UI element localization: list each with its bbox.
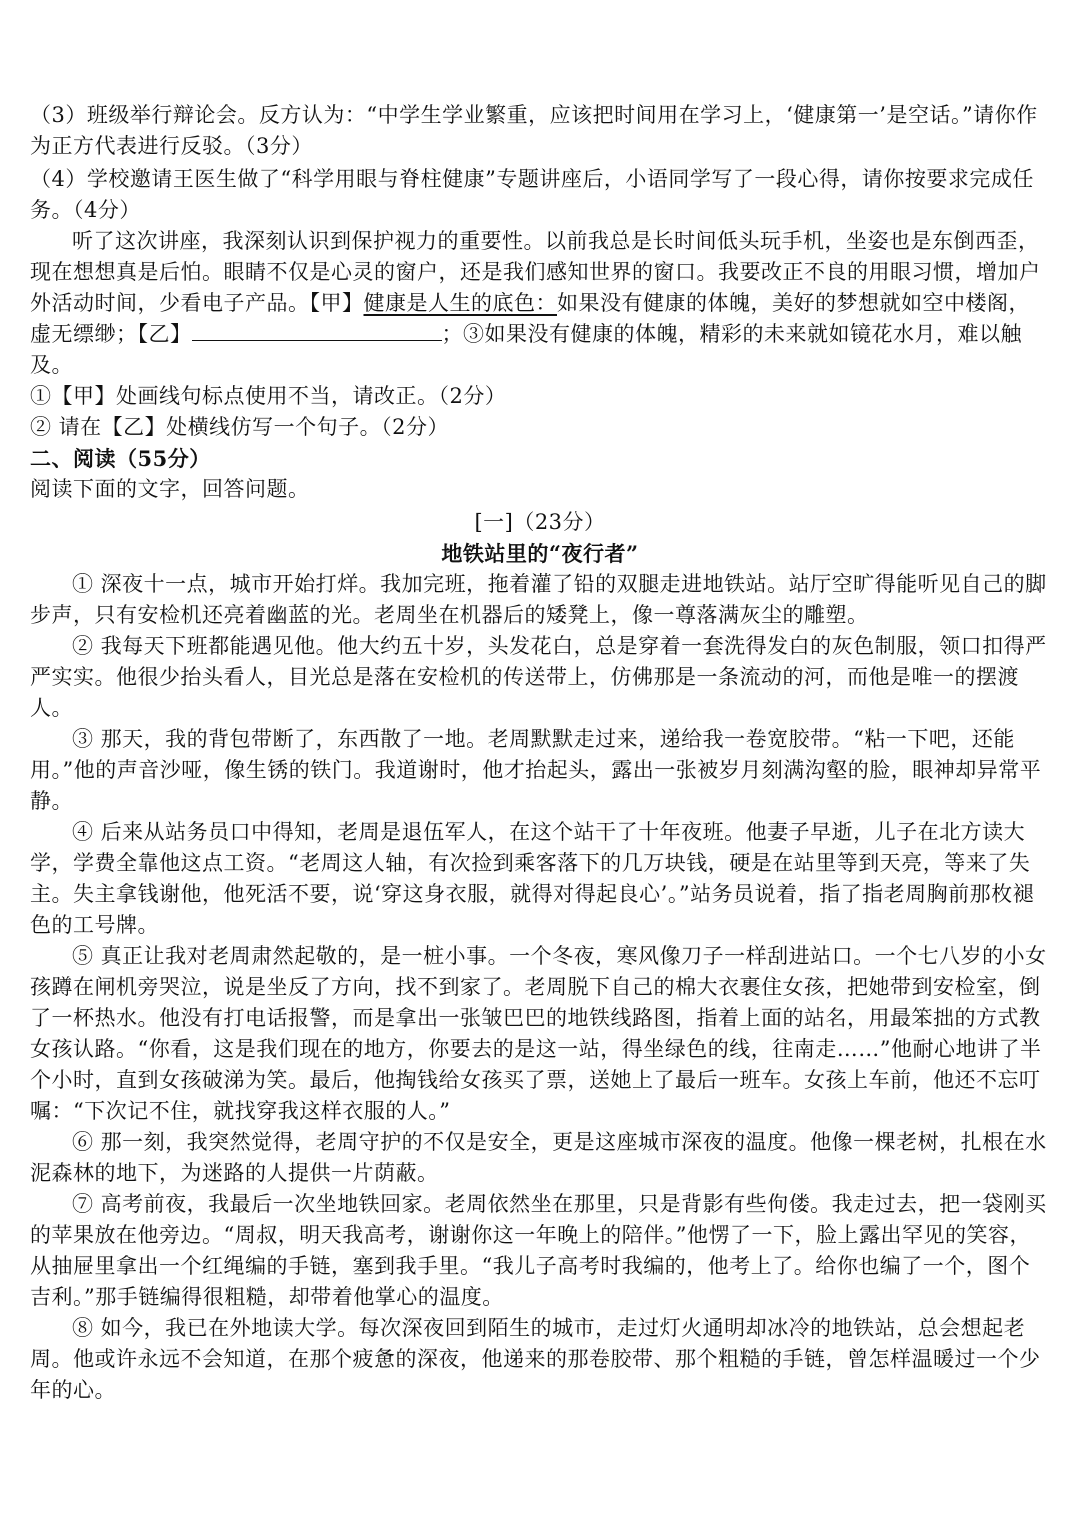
passage-paragraph xyxy=(30,226,1050,381)
reading-paragraph-6: ⑥ 那一刻，我突然觉得，老周守护的不仅是安全，更是这座城市深夜的温度。他像一棵老树，扎根在水泥森林的地下，为迷路的人提供一片荫蔽。 xyxy=(30,1130,1047,1185)
reading-part-label: [一]（23分） xyxy=(474,510,606,534)
reading-paragraph-7: ⑦ 高考前夜，我最后一次坐地铁回家。老周依然坐在那里，只是背影有些佝偻。我走过去，把一袋刚买的苹果放在他旁边。“周叔，明天我高考，谢谢你这一年晚上的陪伴。”他愣了一下，脸上露出罕见的笑容，从抽屉里拿出一个红绳编的手链，塞到我手里。“我儿子高考时我编的，他考上了。给你也编了一个，图个吉利。”那手链编得很粗糙，却带着他掌心的温度。 xyxy=(30,1192,1047,1309)
question-3: （3）班级举行辩论会。反方认为：“中学生学业繁重，应该把时间用在学习上，‘健康第一’是空话。”请你作为正方代表进行反驳。（3分） xyxy=(30,103,1038,158)
reading-title: 地铁站里的“夜行者” xyxy=(441,541,639,566)
section-title: 二、阅读（55分） xyxy=(30,446,211,471)
task-1: ①【甲】处画线句标点使用不当，请改正。（2分） xyxy=(30,384,507,408)
reading-paragraph-5: ⑤ 真正让我对老周肃然起敬的，是一桩小事。一个冬夜，寒风像刀子一样刮进站口。一个七八岁的小女孩蹲在闸机旁哭泣，说是坐反了方向，找不到家了。老周脱下自己的棉大衣裹住女孩，把她带到安检室，倒了一杯热水。他没有打电话报警，而是拿出一张皱巴巴的地铁线路图，指着上面的站名，用最笨拙的方式教女孩认路。“你看，这是我们现在的地方，你要去的是这一站，得坐绿色的线，往南走……”他耐心地讲了半个小时，直到女孩破涕为笑。最后，他掏钱给女孩买了票，送她上了最后一班车。女孩上车前，他还不忘叮嘱：“下次记不住，就找穿我这样衣服的人。” xyxy=(30,944,1047,1123)
reading-paragraph-2: ② 我每天下班都能遇见他。他大约五十岁，头发花白，总是穿着一套洗得发白的灰色制服，领口扣得严严实实。他很少抬头看人，目光总是落在安检机的传送带上，仿佛那是一条流动的河，而他是唯一的摆渡人。 xyxy=(30,634,1047,720)
question-4: （4）学校邀请王医生做了“科学用眼与脊柱健康”专题讲座后，小语同学写了一段心得，请你按要求完成任务。（4分） xyxy=(30,167,1034,222)
reading-paragraph-8: ⑧ 如今，我已在外地读大学。每次深夜回到陌生的城市，走过灯火通明却冰冷的地铁站，总会想起老周。他或许永远不会知道，在那个疲惫的深夜，他递来的那卷胶带、那个粗糙的手链，曾怎样温暖过一个少年的心。 xyxy=(30,1316,1041,1402)
yi-label: 【乙】 xyxy=(137,322,192,346)
reading-paragraph-1: ① 深夜十一点，城市开始打烊。我加完班，拖着灌了铅的双腿走进地铁站。站厅空旷得能听见自己的脚步声，只有安检机还亮着幽蓝的光。老周坐在机器后的矮凳上，像一尊落满灰尘的雕塑。 xyxy=(30,572,1047,627)
passage-text-2: 如果没有健康的体魄，美好的梦想就如空中楼阁，虚无缥缈； xyxy=(30,291,1030,346)
yi-answer-blank[interactable] xyxy=(192,320,442,341)
passage-text-3: ；③如果没有健康的体魄，精彩的未来就如镜花水月，难以触及。 xyxy=(30,322,1022,377)
jia-label: 【甲】 xyxy=(309,291,364,315)
section-instruction: 阅读下面的文字，回答问题。 xyxy=(30,477,310,501)
reading-paragraph-3: ③ 那天，我的背包带断了，东西散了一地。老周默默走过来，递给我一卷宽胶带。“粘一下吧，还能用。”他的声音沙哑，像生锈的铁门。我道谢时，他才抬起头，露出一张被岁月刻满沟壑的脸，眼神却异常平静。 xyxy=(30,727,1042,813)
reading-paragraph-4: ④ 后来从站务员口中得知，老周是退伍军人，在这个站干了十年夜班。他妻子早逝，儿子在北方读大学，学费全靠他这点工资。“老周这人轴，有次捡到乘客落下的几万块钱，硬是在站里等到天亮，等来了失主。失主拿钱谢他，他死活不要，说‘穿这身衣服，就得对得起良心’。”站务员说着，指了指老周胸前那枚褪色的工号牌。 xyxy=(30,820,1035,937)
task-2: ② 请在【乙】处横线仿写一个句子。（2分） xyxy=(30,415,450,439)
passage-text-1: 听了这次讲座，我深刻认识到保护视力的重要性。以前我总是长时间低头玩手机，坐姿也是东倒西歪，现在想想真是后怕。眼睛不仅是心灵的窗户，还是我们感知世界的窗口。我要改正不良的用眼习惯，增加户外活动时间，少看电子产品。 xyxy=(30,229,1041,315)
jia-underlined-sentence: 健康是人生的底色： xyxy=(363,291,557,315)
